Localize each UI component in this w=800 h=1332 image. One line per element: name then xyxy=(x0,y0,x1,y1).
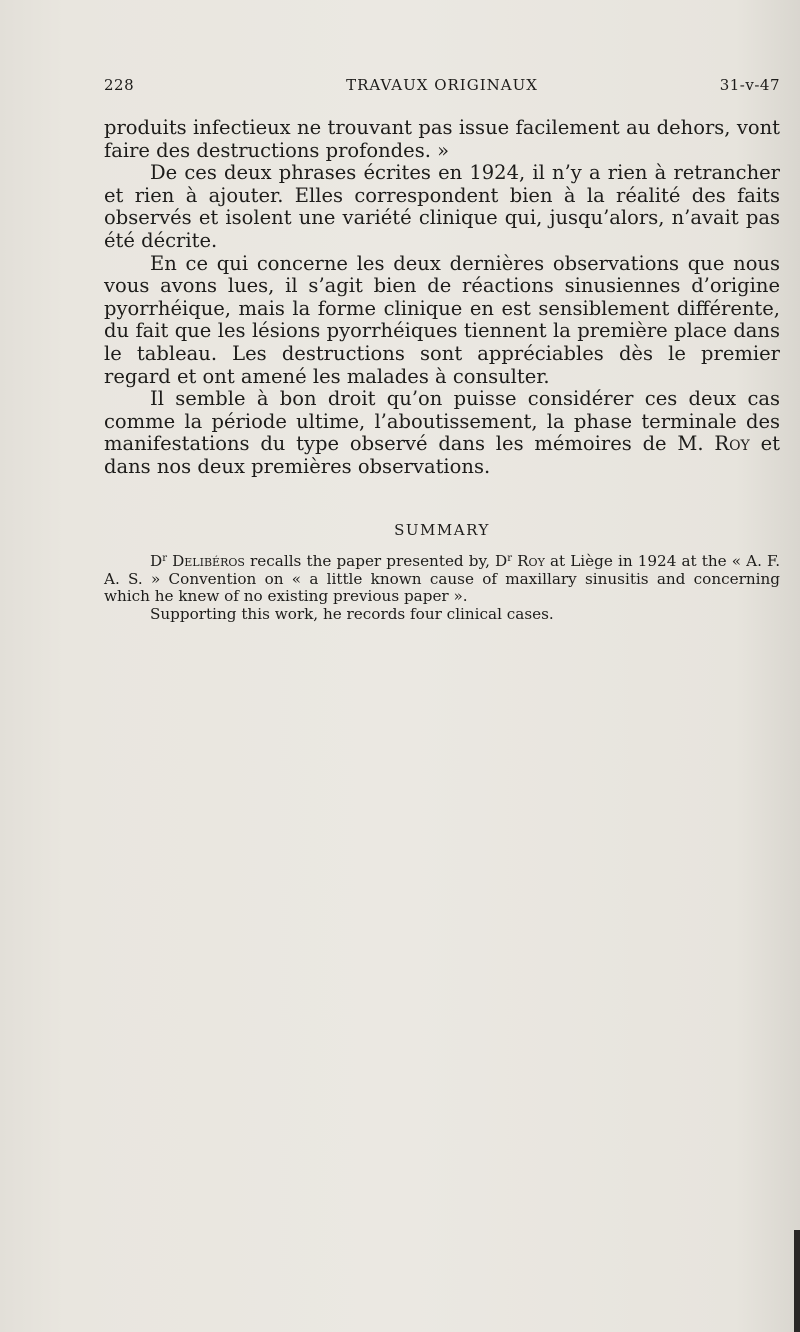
paragraph-4-start: Il semble à bon droit qu’on puisse considérer ces deux cas comme la période ultime, l’aboutissement, la phase terminale des manifestations du type observé dans les mémoires de M. xyxy=(104,387,780,456)
summary-paragraph: $D^r$ Delibéros recalls the paper presented by, $D^r$ Roy at Liège in 1924 at the « A. F. A. S. » Convention on « a little known cause of maxillary sinusitis and concerning which he knew of no existing previous paper ». xyxy=(104,552,781,605)
author-name-roy-summary: Roy xyxy=(517,552,545,570)
page-header xyxy=(104,76,780,100)
summary-heading: SUMMARY xyxy=(394,521,490,539)
title-dr-sup: r xyxy=(162,553,167,564)
summary-text-2: at Liège in 1924 at the « A. F. A. S. » Convention on « a little known cause of maxillary sinusitis and concerning which he knew of no existing previous paper ». xyxy=(104,552,781,605)
summary-text-1: recalls the paper presented by xyxy=(250,552,486,570)
paragraph-3: En ce qui concerne les deux dernières observations que nous vous avons lues, il s’agit bien de réactions sinusiennes d’origine pyorrhéique, mais la forme clinique en est sensiblement différente, du fait que les lésions pyorrhéiques tiennent la première place dans le tableau. Les destructions sont appréciables dès le premier regard et ont amené les malades à consulter. xyxy=(104,251,780,388)
page-number: 228 xyxy=(104,76,135,94)
paragraph-2: De ces deux phrases écrites en 1924, il n’y a rien à retrancher et rien à ajouter. Elles correspondent bien à la réalité des faits observés et isolent une variété clinique qui, jusqu’alors, n’avait pas été décrite. xyxy=(104,161,780,252)
title-dr-2: D xyxy=(495,552,508,570)
title-dr-2-sup: r xyxy=(507,553,512,564)
title-dr: D xyxy=(150,552,163,570)
paragraph-4-end: et dans nos deux premières observations. xyxy=(104,432,780,478)
page-edge-shadow xyxy=(794,1230,800,1332)
running-title: TRAVAUX ORIGINAUX xyxy=(346,76,538,94)
summary-body xyxy=(104,553,780,623)
issue-date: 31-v-47 xyxy=(719,76,780,94)
paragraph-4 xyxy=(104,388,780,478)
summary-paragraph-2: Supporting this work, he records four clinical cases. xyxy=(150,604,554,623)
article-body xyxy=(104,117,780,479)
author-name-deliberos: Delibéros xyxy=(172,552,245,570)
paragraph-1: produits infectieux ne trouvant pas issue facilement au dehors, vont faire des destructions profondes. » xyxy=(104,116,780,162)
author-name-roy: Roy xyxy=(714,432,750,456)
